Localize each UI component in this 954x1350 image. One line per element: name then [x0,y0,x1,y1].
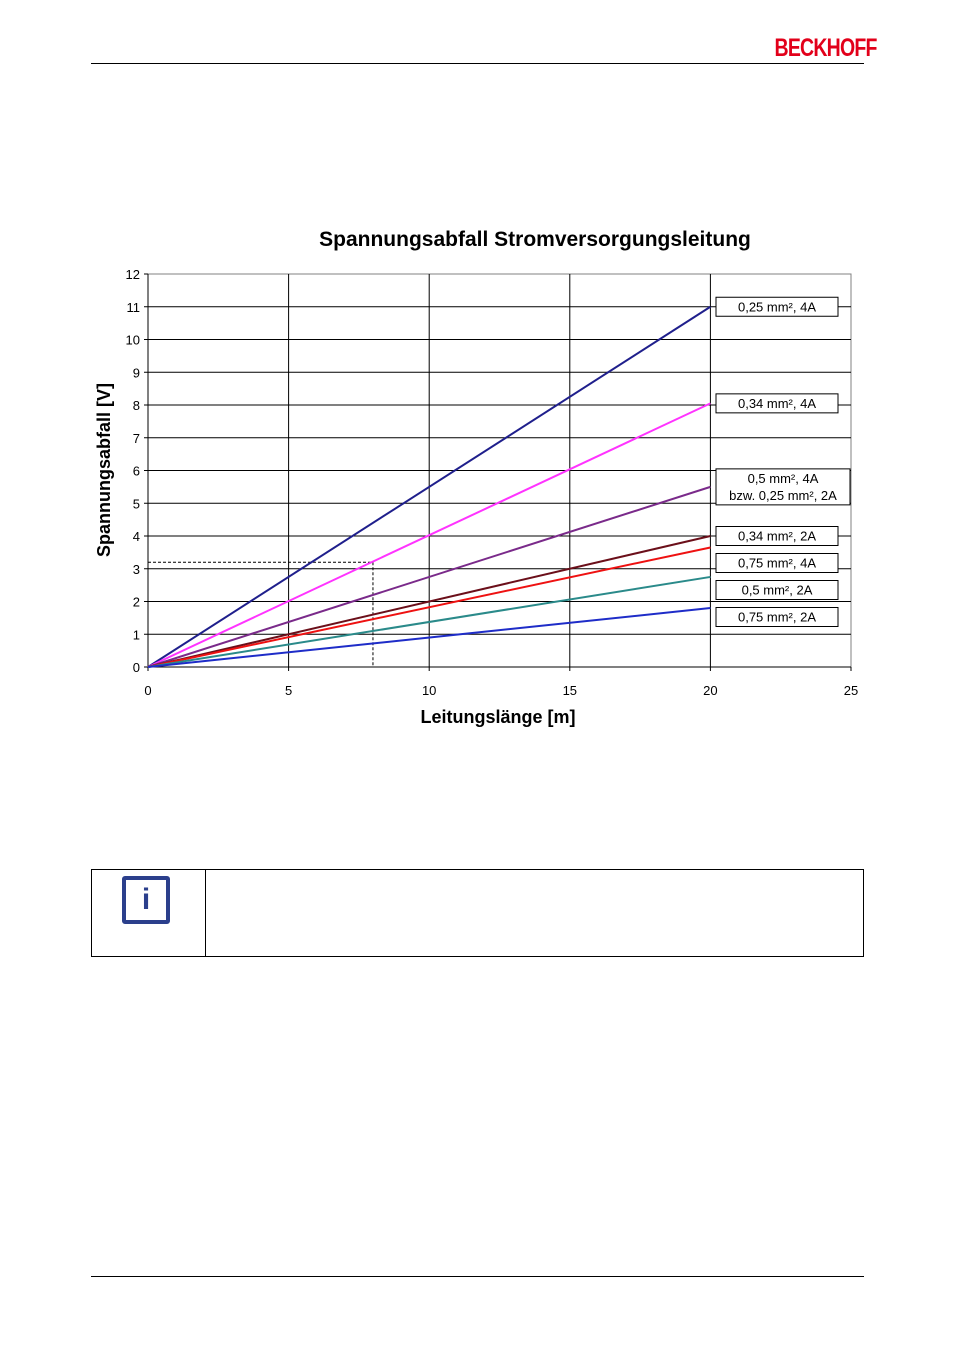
footer-rule [91,1276,864,1277]
note-text [216,876,846,948]
y-tick-label: 11 [126,299,140,315]
x-tick-label: 25 [843,683,859,698]
legend-label: 0,75 mm², 2A [737,609,817,625]
y-tick-label: 8 [132,398,140,413]
legend-label: bzw. 0,25 mm², 2A [729,487,837,503]
y-tick-label: 10 [125,332,140,348]
x-tick-label: 10 [421,683,437,698]
legend-label: 0,5 mm², 4A [747,470,819,486]
y-tick-label: 3 [132,561,140,577]
x-tick-label: 0 [144,683,152,698]
note-divider [205,870,206,956]
legend-label: 0,75 mm², 4A [737,555,817,571]
legend-label: 0,34 mm², 4A [737,395,817,411]
x-tick-label: 15 [562,683,578,698]
y-tick-label: 6 [132,463,140,479]
y-tick-label: 1 [132,627,140,643]
y-axis-label: Spannungsabfall [V] [94,382,114,558]
y-tick-label: 5 [132,496,140,512]
y-tick-label: 4 [132,529,140,544]
y-tick-label: 9 [132,365,140,381]
legend-label: 0,25 mm², 4A [737,299,817,315]
logo-text: BECKHOFF [774,34,877,62]
note-box [91,869,864,957]
y-tick-label: 7 [132,430,140,446]
x-axis-label: Leitungslänge [m] [420,707,576,727]
y-tick-label: 12 [125,267,140,282]
chart-title: Spannungsabfall Stromversorgungsleitung [319,228,751,251]
legend-label: 0,5 mm², 2A [741,582,813,598]
x-tick-label: 20 [703,683,718,698]
y-tick-label: 0 [132,660,140,675]
info-icon: i [122,876,170,924]
x-tick-label: 5 [284,683,293,698]
y-tick-label: 2 [132,594,140,610]
legend-label: 0,34 mm², 2A [737,528,817,544]
